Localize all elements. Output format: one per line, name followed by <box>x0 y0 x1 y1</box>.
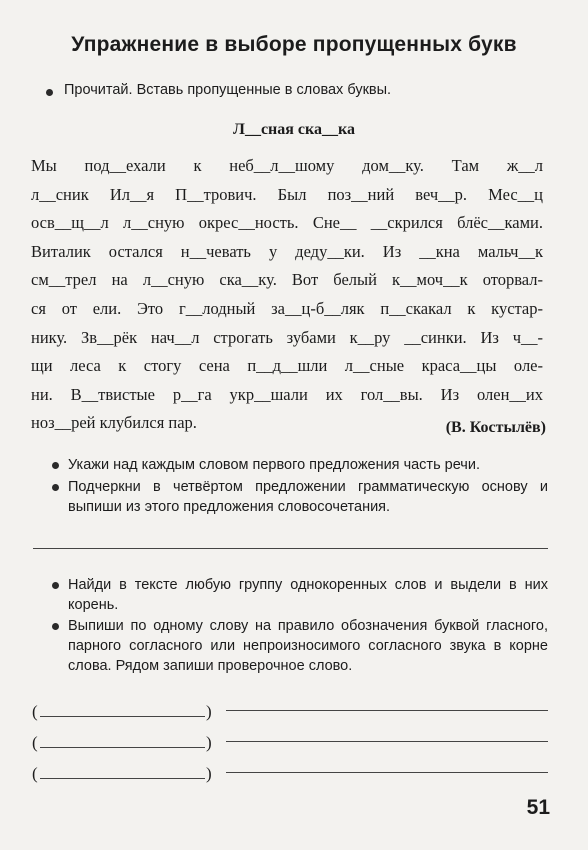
bullet-icon <box>46 89 53 96</box>
check-word-line[interactable] <box>40 778 205 779</box>
task-text: Найди в тексте любую группу однокоренных слов и выдели в них корень. <box>68 577 548 613</box>
story-line: осв__щ__л л__сную окрес__ность. Сне__ __скрился блёс__ками. <box>31 213 543 233</box>
close-paren: ) <box>206 733 212 752</box>
story-line: щи леса к стогу сена п__д__шли л__сные краса__цы оле- <box>31 356 543 376</box>
story-line: ся от ели. Это г__лодный за__ц-б__ляк п__скакал к кустар- <box>31 298 543 318</box>
story-line: нику. Зв__рёк нач__л строгать зубами к__ру __синки. Из ч__- <box>31 327 543 347</box>
open-paren: ( <box>32 764 38 783</box>
close-paren: ) <box>206 764 212 783</box>
story-line: см__трел на л__сную ска__ку. Вот белый к__моч__к оторвал- <box>31 270 543 290</box>
open-paren: ( <box>32 733 38 752</box>
check-word-line[interactable] <box>40 716 205 717</box>
author-attribution: (В. Костылёв) <box>445 419 546 436</box>
answer-line[interactable] <box>226 741 548 742</box>
story-text <box>31 152 543 438</box>
check-word-line[interactable] <box>40 747 205 748</box>
bullet-icon <box>52 582 59 589</box>
page-number: 51 <box>526 796 550 819</box>
instruction-text: Прочитай. Вставь пропущенные в словах буквы. <box>64 82 392 98</box>
task-text: Выпиши по одному слову на правило обозначения буквой гласного, парного согласного или непроизносимого согласного звука в корне слова. Рядом запиши проверочное слово. <box>68 618 548 674</box>
task-text: Укажи над каждым словом первого предложения часть речи. <box>68 457 480 473</box>
task-item <box>68 455 548 475</box>
story-line: л__сник Ил__я П__трович. Был поз__ний веч__р. Мес__ц <box>31 184 543 204</box>
bullet-icon <box>52 462 59 469</box>
story-title: Л__сная ска__ка <box>233 121 355 138</box>
open-paren: ( <box>32 702 38 721</box>
task-item <box>68 477 548 517</box>
story-line: Мы под__ехали к неб__л__шому дом__ку. Там ж__л <box>31 156 543 175</box>
close-paren: ) <box>206 702 212 721</box>
story-line: ноз__рей клубился пар. <box>31 413 197 433</box>
answer-line[interactable] <box>226 772 548 773</box>
task-item <box>68 575 548 615</box>
bullet-icon <box>52 484 59 491</box>
task-item <box>68 616 548 676</box>
page-title: Упражнение в выборе пропущенных букв <box>71 33 517 56</box>
answer-line[interactable] <box>226 710 548 711</box>
story-line: ни. В__твистые р__га укр__шали их гол__вы. Из олен__их <box>31 384 543 404</box>
bullet-icon <box>52 623 59 630</box>
task-text: Подчеркни в четвёртом предложении грамматическую основу и выпиши из этого предложения словосочетания. <box>68 479 548 515</box>
story-line: Виталик остался н__чевать у деду__ки. Из __кна мальч__к <box>31 241 543 261</box>
answer-line[interactable] <box>33 548 548 549</box>
